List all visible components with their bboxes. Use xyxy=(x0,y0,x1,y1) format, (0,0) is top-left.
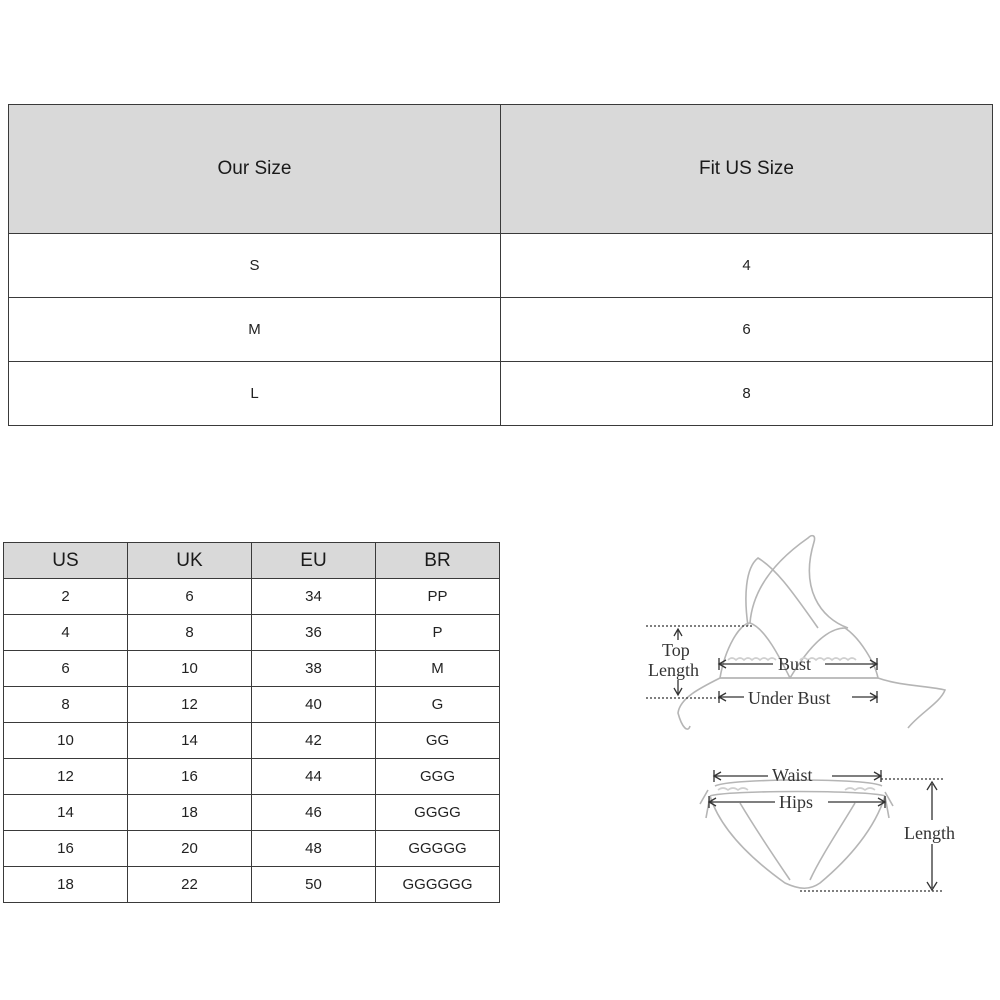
table-row xyxy=(4,687,500,723)
uk-size-cell: 20 xyxy=(128,831,252,867)
table-row xyxy=(9,234,993,298)
us-size-cell: 18 xyxy=(4,867,128,903)
us-size-cell: 14 xyxy=(4,795,128,831)
eu-size-cell: 38 xyxy=(252,651,376,687)
size-conversion-table xyxy=(3,542,500,903)
table-row xyxy=(4,867,500,903)
br-size-cell: GGGGGG xyxy=(376,867,500,903)
label-hips: Hips xyxy=(779,792,814,812)
br-size-cell: GGGG xyxy=(376,795,500,831)
bikini-measurement-diagram xyxy=(640,528,970,898)
br-size-cell: P xyxy=(376,615,500,651)
table-row xyxy=(9,298,993,362)
us-size-cell: 2 xyxy=(4,579,128,615)
br-size-cell: GG xyxy=(376,723,500,759)
br-size-cell: M xyxy=(376,651,500,687)
our-size-cell: S xyxy=(9,234,501,298)
uk-size-cell: 22 xyxy=(128,867,252,903)
table-row xyxy=(4,579,500,615)
header-fit-us-size: Fit US Size xyxy=(501,105,993,234)
us-size-cell: 4 xyxy=(4,615,128,651)
us-size-cell: 6 xyxy=(4,651,128,687)
uk-size-cell: 12 xyxy=(128,687,252,723)
uk-size-cell: 6 xyxy=(128,579,252,615)
label-bust: Bust xyxy=(778,654,812,674)
eu-size-cell: 50 xyxy=(252,867,376,903)
eu-size-cell: 40 xyxy=(252,687,376,723)
table-row xyxy=(4,831,500,867)
table-row xyxy=(4,795,500,831)
uk-size-cell: 8 xyxy=(128,615,252,651)
conversion-header-row xyxy=(4,543,500,579)
br-size-cell: PP xyxy=(376,579,500,615)
us-size-cell: 8 xyxy=(4,687,128,723)
label-top: Top xyxy=(662,640,690,660)
label-length-top: Length xyxy=(648,660,699,680)
br-size-cell: G xyxy=(376,687,500,723)
uk-size-cell: 16 xyxy=(128,759,252,795)
eu-size-cell: 36 xyxy=(252,615,376,651)
header-eu: EU xyxy=(252,543,376,579)
br-size-cell: GGGGG xyxy=(376,831,500,867)
us-size-cell: 10 xyxy=(4,723,128,759)
fit-us-size-cell: 6 xyxy=(501,298,993,362)
size-table-header-row xyxy=(9,105,993,234)
measurement-labels xyxy=(648,640,955,843)
eu-size-cell: 34 xyxy=(252,579,376,615)
fit-us-size-cell: 4 xyxy=(501,234,993,298)
eu-size-cell: 44 xyxy=(252,759,376,795)
our-size-cell: M xyxy=(9,298,501,362)
eu-size-cell: 48 xyxy=(252,831,376,867)
label-length-bottom: Length xyxy=(904,823,955,843)
header-us: US xyxy=(4,543,128,579)
uk-size-cell: 18 xyxy=(128,795,252,831)
br-size-cell: GGG xyxy=(376,759,500,795)
table-row xyxy=(4,651,500,687)
eu-size-cell: 46 xyxy=(252,795,376,831)
table-row xyxy=(9,362,993,426)
eu-size-cell: 42 xyxy=(252,723,376,759)
us-size-cell: 12 xyxy=(4,759,128,795)
size-table xyxy=(8,104,993,426)
fit-us-size-cell: 8 xyxy=(501,362,993,426)
our-size-cell: L xyxy=(9,362,501,426)
header-br: BR xyxy=(376,543,500,579)
uk-size-cell: 14 xyxy=(128,723,252,759)
header-our-size: Our Size xyxy=(9,105,501,234)
label-under-bust: Under Bust xyxy=(748,688,831,708)
uk-size-cell: 10 xyxy=(128,651,252,687)
table-row xyxy=(4,759,500,795)
header-uk: UK xyxy=(128,543,252,579)
label-waist: Waist xyxy=(772,765,813,785)
us-size-cell: 16 xyxy=(4,831,128,867)
table-row xyxy=(4,723,500,759)
table-row xyxy=(4,615,500,651)
